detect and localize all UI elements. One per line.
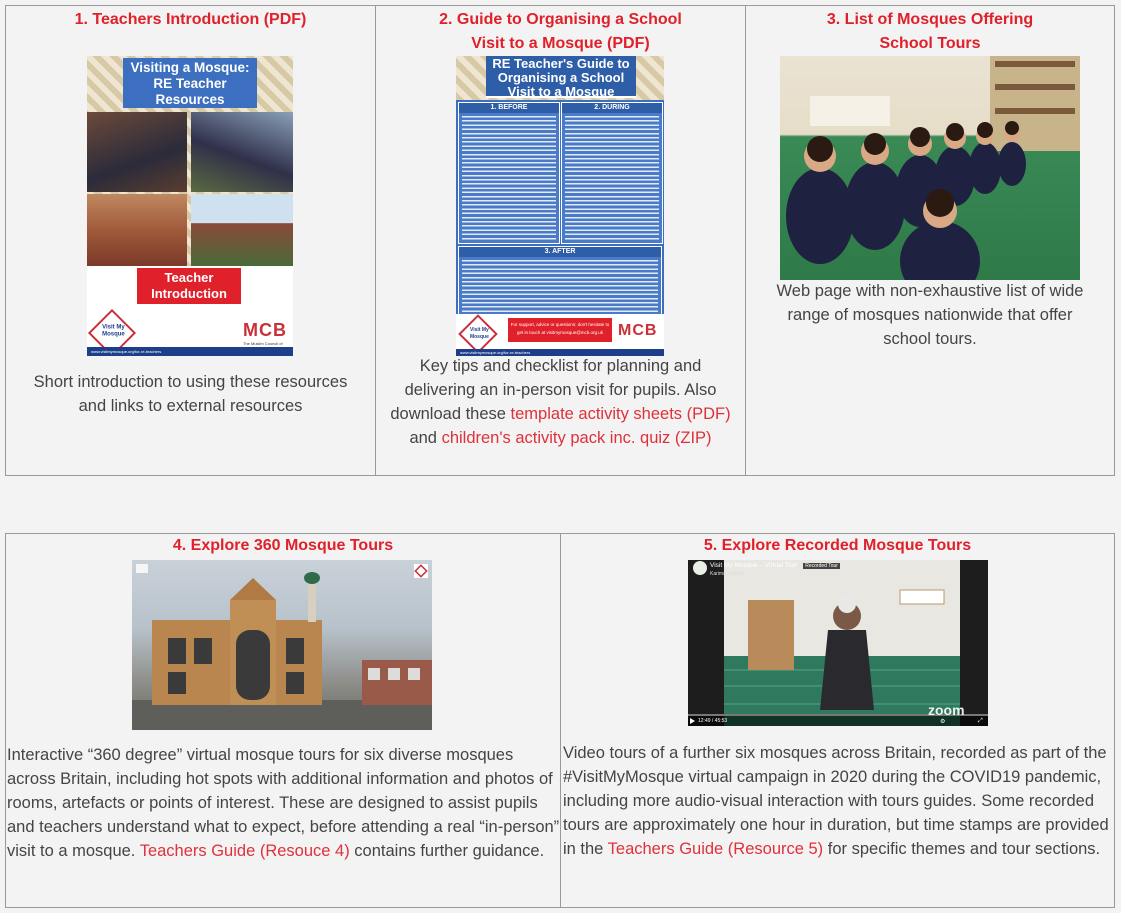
template-activity-sheets-link[interactable]: template activity sheets (PDF)	[510, 405, 731, 423]
poster-photo-group	[191, 112, 293, 192]
childrens-activity-pack-link[interactable]: children's activity pack inc. quiz (ZIP)	[441, 429, 712, 447]
teachers-guide-resource4-link[interactable]: Teachers Guide (Resouce 4)	[139, 842, 350, 860]
resource-title[interactable]: 2. Guide to Organising a School Visit to a Mosque (PDF)	[439, 11, 682, 52]
resource-cell-mosque-list	[745, 6, 1114, 475]
poster-after-section: 3. AFTER	[458, 246, 662, 316]
resource-description: Interactive “360 degree” virtual mosque tours for six diverse mosques across Britain, including hot spots with additional information and photos of rooms, artefacts or points of interest. These are designed to assist pupils and teachers understand what to expect, before attending a real “in-person” visit to a mosque. Teachers Guide (Resouce 4) contains further guidance.	[7, 746, 560, 860]
video-title: Visit My Mosque – Virtual Tour Recorded Tour	[710, 562, 838, 569]
mcb-logo: MCB The Muslim Council of	[243, 320, 287, 346]
resource-cell-visit-guide	[375, 6, 745, 475]
resource-title[interactable]: 4. Explore 360 Mosque Tours	[172, 537, 394, 554]
poster-photo-classroom	[87, 112, 187, 192]
fullscreen-icon[interactable]: ⤢	[978, 718, 983, 724]
resources-table-row2	[5, 533, 1115, 908]
resource-description: Key tips and checklist for planning and delivering an in-person visit for pupils. Also download these template activity sheets (PDF) and children's activity pack inc. quiz (ZIP)	[390, 357, 731, 447]
video-time: 12:49 / 45:53	[698, 718, 728, 724]
poster-heading: Visiting a Mosque: RE Teacher Resources	[123, 58, 257, 108]
resource-description: Short introduction to using these resources and links to external resources	[33, 373, 348, 415]
resource-title[interactable]: 5. Explore Recorded Mosque Tours	[703, 537, 972, 554]
visit-guide-poster[interactable]	[456, 56, 664, 356]
resource-cell-recorded-tours	[560, 534, 1114, 907]
resource-cell-teachers-intro	[6, 6, 375, 475]
mosque-360-tour-image[interactable]	[132, 560, 432, 730]
mcb-logo: MCB	[618, 322, 658, 339]
video-channel: Karima Institute	[710, 571, 745, 577]
recorded-tour-video[interactable]	[688, 560, 988, 726]
poster-red-label: Teacher Introduction	[137, 268, 241, 304]
resource-title[interactable]: 1. Teachers Introduction (PDF)	[74, 11, 307, 28]
school-tour-photo[interactable]	[780, 56, 1080, 280]
teachers-guide-resource5-link[interactable]: Teachers Guide (Resource 5)	[607, 840, 824, 858]
resource-description: Web page with non-exhaustive list of wide range of mosques nationwide that offer school tours.	[776, 282, 1084, 348]
pupils-seated-illustration	[780, 56, 1080, 280]
mosque-building-illustration	[132, 560, 432, 730]
poster-footer-url: www.visitmymosque.org/for-re-teachers	[87, 347, 293, 356]
poster-photo-interior	[87, 194, 187, 266]
poster-during-column: 2. DURING	[561, 102, 663, 244]
resource-description: Video tours of a further six mosques across Britain, recorded as part of the #VisitMyMosque virtual campaign in 2020 during the COVID19 pandemic, including more audio-visual interaction with tours guides. Some recorded tours are approximately one hour in duration, but time stamps are provided in the Teachers Guide (Resource 5) for specific themes and tour sections.	[563, 744, 1109, 858]
play-icon[interactable]	[690, 718, 695, 724]
resource-cell-360-tours	[6, 534, 560, 907]
video-settings-icon[interactable]: ⚙	[940, 719, 946, 725]
resource-title[interactable]: 3. List of Mosques Offering School Tours	[826, 11, 1034, 52]
visit-my-mosque-logo: Visit My Mosque	[464, 320, 492, 348]
poster-heading: RE Teacher's Guide to Organising a School Visit to a Mosque	[486, 56, 636, 98]
poster-photo-exterior	[191, 194, 293, 266]
zoom-watermark: zoom	[928, 702, 965, 718]
resources-table-row1	[5, 5, 1115, 476]
poster-contact-box: For support, advice or questions: don't hesitate to get in touch at visitmymosque@mcb.org.uk	[508, 318, 612, 342]
visit-my-mosque-logo: Visit My Mosque	[95, 316, 129, 350]
teachers-intro-poster[interactable]	[87, 56, 293, 356]
poster-footer-url: www.visitmymosque.org/for-re-teachers	[456, 349, 664, 356]
poster-before-column: 1. BEFORE	[458, 102, 560, 244]
